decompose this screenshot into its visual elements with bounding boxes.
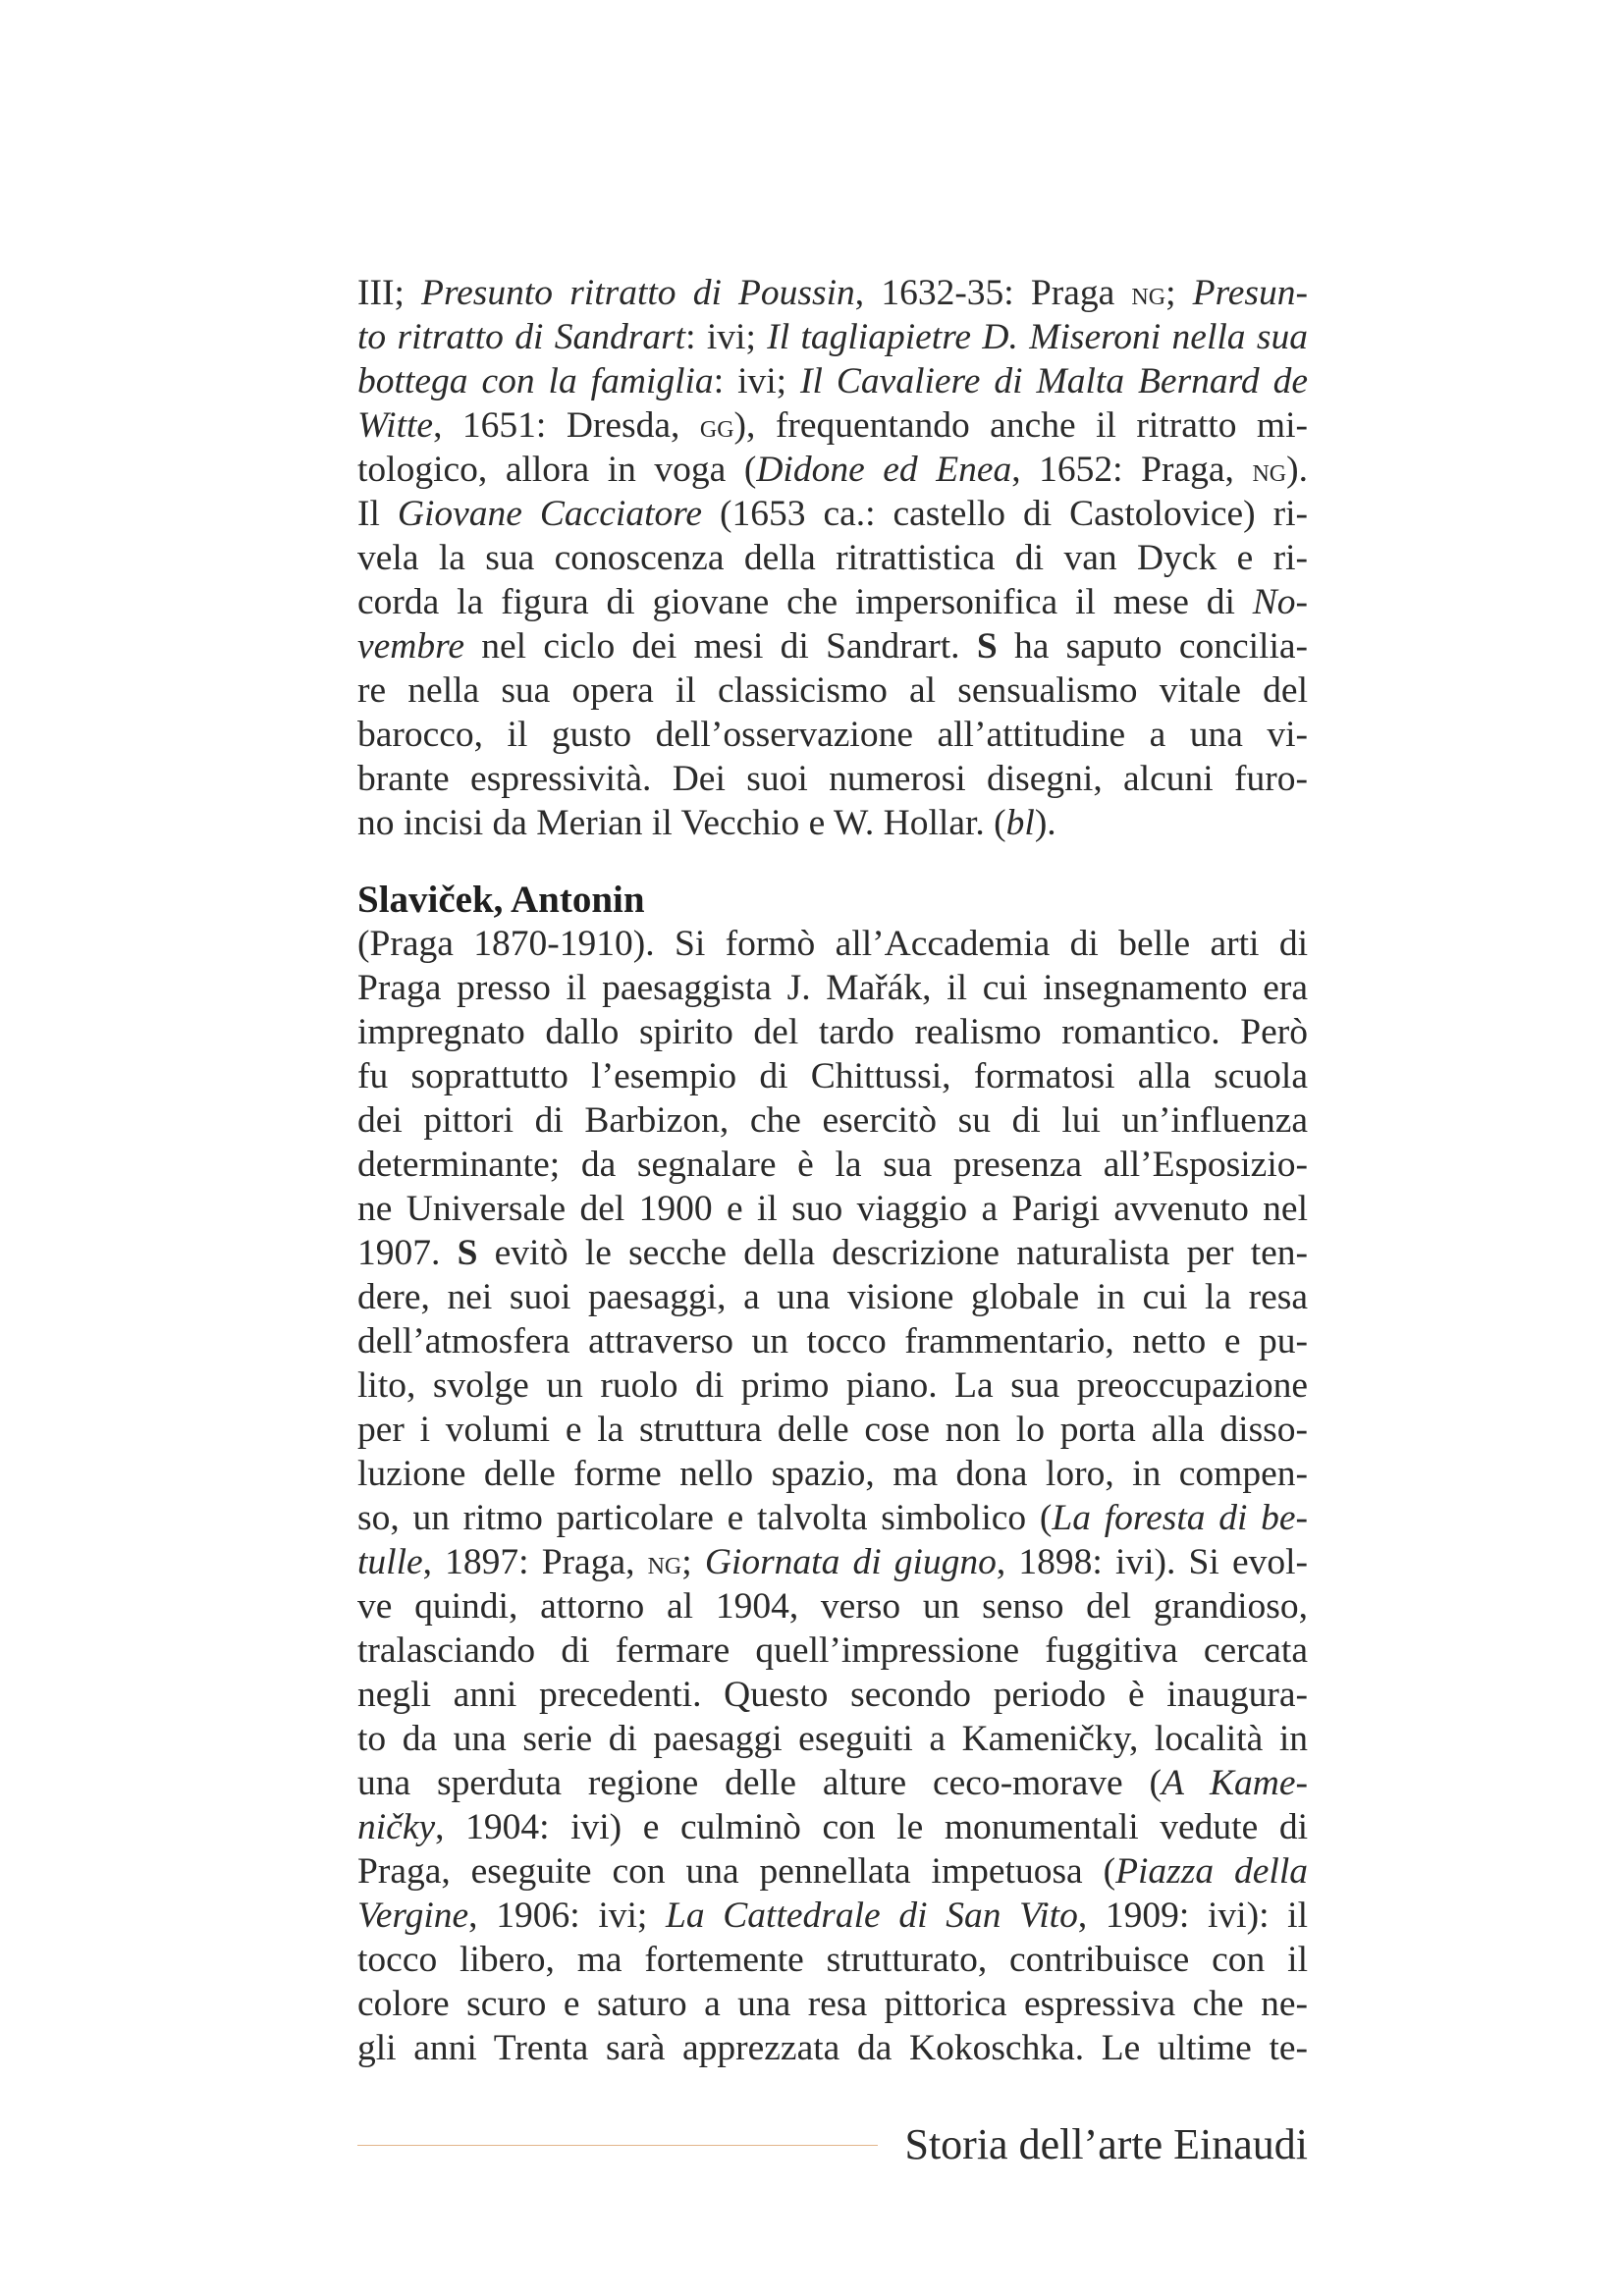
text-line [357,580,1308,624]
text-run: ha saputo concilia- [997,626,1308,667]
italic-title-text: Presunto ritratto di Poussin [421,273,855,313]
text-run: re nella sua opera il classicismo al sensualismo vitale del [357,670,1308,711]
text-line [357,1673,1308,1717]
text-line [357,1805,1308,1849]
text-run: , 1632-35: Praga [854,273,1132,313]
text-run: (Praga 1870-1910). Si formò all’Accademia di belle arti di [357,924,1308,964]
text-run: : ivi; [685,317,768,357]
text-run: tologico, allora in voga ( [357,450,757,490]
text-run: fu soprattutto l’esempio di Chittussi, formatosi alla scuola [357,1056,1308,1096]
text-line [357,536,1308,580]
text-line [357,1629,1308,1673]
text-line [357,1849,1308,1894]
italic-title-text: Giovane Cacciatore [397,494,703,534]
footer-rule [357,2145,878,2146]
text-run: una sperduta regione delle alture ceco-morave ( [357,1763,1162,1803]
italic-title-text: Piazza della [1115,1851,1308,1892]
entry-body [357,922,1308,2070]
text-line [357,1363,1308,1408]
italic-title-text: vembre [357,626,464,667]
previous-entry-continuation [357,271,1308,845]
text-line [357,492,1308,536]
text-line [357,448,1308,492]
text-line [357,922,1308,966]
text-line [357,801,1308,845]
italic-title-text: Presun- [1192,273,1308,313]
text-run: : ivi; [713,361,801,401]
text-line [357,1982,1308,2026]
text-run: Il [357,494,398,534]
text-line [357,1054,1308,1098]
text-run: III; [357,273,422,313]
text-run: dere, nei suoi paesaggi, a una visione globale in cui la resa [357,1277,1308,1317]
text-run: determinante; da segnalare è la sua presenza all’Esposizio- [357,1145,1308,1185]
text-run: , 1897: Praga, [422,1542,648,1582]
text-run: tocco libero, ma fortemente strutturato, contribuisce con il [357,1940,1308,1980]
text-run: gli anni Trenta sarà apprezzata da Kokoschka. Le ultime te- [357,2028,1308,2068]
text-run: per i volumi e la struttura delle cose non lo porta alla disso- [357,1410,1308,1450]
text-run: dei pittori di Barbizon, che esercitò su di lui un’influenza [357,1100,1308,1141]
text-run: ). [1286,450,1308,490]
text-run: ; [1165,273,1193,313]
text-line [357,1761,1308,1805]
italic-title-text: Il tagliapietre D. Miseroni nella sua [767,317,1308,357]
text-line [357,1894,1308,1938]
text-line [357,1408,1308,1452]
text-run: so, un ritmo particolare e talvolta simbolico ( [357,1498,1053,1538]
text-line [357,713,1308,757]
text-run: to da una serie di paesaggi eseguiti a Kameničky, località in [357,1719,1308,1759]
italic-title-text: La Cattedrale di San Vito [666,1896,1078,1936]
italic-title-text: ničky [357,1807,436,1847]
text-line [357,668,1308,713]
text-run: Praga, eseguite con una pennellata impetuosa ( [357,1851,1116,1892]
italic-title-text: Giornata di giugno [704,1542,997,1582]
text-line [357,2026,1308,2070]
museum-abbreviation: ng [1131,276,1166,312]
text-run: , 1904: ivi) e culminò con le monumentali vedute di [435,1807,1308,1847]
text-run: ve quindi, attorno al 1904, verso un senso del grandioso, [357,1586,1308,1627]
italic-title-text: Didone ed Enea [756,450,1012,490]
text-run: , 1909: ivi): il [1077,1896,1308,1936]
text-line [357,1098,1308,1143]
text-line [357,1540,1308,1584]
text-run: , 1651: Dresda, [433,405,700,446]
text-run: ; [681,1542,705,1582]
text-run: 1907. [357,1233,458,1273]
text-run: , 1906: ivi; [468,1896,666,1936]
italic-title-text: bl [1005,803,1035,843]
text-run: lito, svolge un ruolo di primo piano. La sua preoccupazione [357,1365,1308,1406]
text-line [357,1496,1308,1540]
text-run: ). [1034,803,1056,843]
text-run: tralasciando di fermare quell’impressione fuggitiva cercata [357,1630,1308,1671]
text-run: luzione delle forme nello spazio, ma dona loro, in compen- [357,1454,1308,1494]
italic-title-text: to ritratto di Sandrart [357,317,686,357]
text-run: no incisi da Merian il Vecchio e W. Hollar. ( [357,803,1006,843]
text-run: dell’atmosfera attraverso un tocco frammentario, netto e pu- [357,1321,1308,1362]
text-run: barocco, il gusto dell’osservazione all’attitudine a una vi- [357,715,1308,755]
text-run: evitò le secche della descrizione naturalista per ten- [477,1233,1308,1273]
text-line [357,1717,1308,1761]
page-body [357,271,1308,2070]
text-line [357,271,1308,315]
italic-title-text: A Kame- [1161,1763,1308,1803]
text-line [357,1275,1308,1319]
text-run: impregnato dallo spirito del tardo realismo romantico. Però [357,1012,1308,1052]
footer-label: Storia dell’arte Einaudi [904,2120,1308,2168]
italic-title-text: Il Cavaliere di Malta Bernard de [800,361,1308,401]
text-line [357,1319,1308,1363]
text-run: negli anni precedenti. Questo secondo periodo è inaugura- [357,1675,1308,1715]
text-line [357,1010,1308,1054]
text-line [357,966,1308,1010]
text-line [357,1584,1308,1629]
text-run: Praga presso il paesaggista J. Mařák, il cui insegnamento era [357,968,1308,1008]
italic-title-text: Witte [357,405,434,446]
italic-title-text: tulle [357,1542,423,1582]
museum-abbreviation: ng [1252,453,1287,489]
text-run: brante espressività. Dei suoi numerosi disegni, alcuni furo- [357,759,1308,799]
italic-title-text: bottega con la famiglia [357,361,714,401]
text-run: vela la sua conoscenza della ritrattistica di van Dyck e ri- [357,538,1308,578]
bold-initial: S [457,1233,478,1273]
text-line [357,1452,1308,1496]
text-line [357,757,1308,801]
text-run: (1653 ca.: castello di Castolovice) ri- [702,494,1308,534]
text-line [357,315,1308,359]
italic-title-text: Vergine [357,1896,469,1936]
text-run: , 1898: ivi). Si evol- [996,1542,1308,1582]
text-line [357,1143,1308,1187]
text-line [357,359,1308,403]
italic-title-text: La foresta di be- [1052,1498,1309,1538]
entry-heading: Slaviček, Antonin [357,879,645,921]
museum-abbreviation: gg [699,408,734,445]
text-line [357,1187,1308,1231]
text-line [357,1938,1308,1982]
text-run: corda la figura di giovane che impersonifica il mese di [357,582,1253,622]
bold-initial: S [976,626,998,667]
text-run: colore scuro e saturo a una resa pittorica espressiva che ne- [357,1984,1308,2024]
text-run: ne Universale del 1900 e il suo viaggio a Parigi avvenuto nel [357,1189,1308,1229]
text-line [357,624,1308,668]
italic-title-text: No- [1252,582,1308,622]
text-line [357,403,1308,448]
museum-abbreviation: ng [647,1545,682,1581]
text-run: ), frequentando anche il ritratto mi- [733,405,1308,446]
text-run: nel ciclo dei mesi di Sandrart. [463,626,977,667]
text-run: , 1652: Praga, [1011,450,1253,490]
text-line [357,1231,1308,1275]
